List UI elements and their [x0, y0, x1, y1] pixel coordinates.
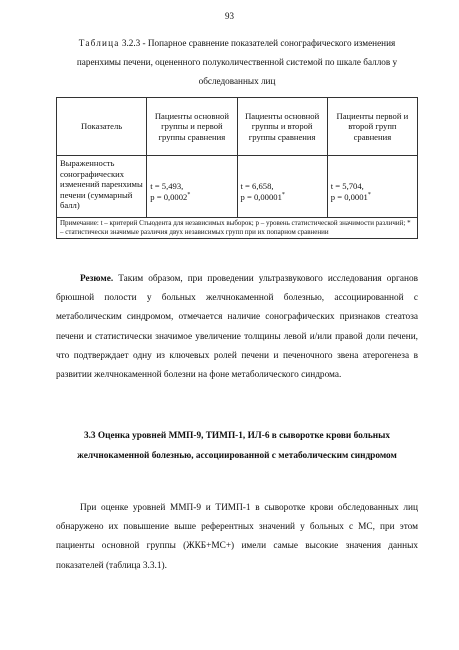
table-caption-number: 3.2.3: [121, 38, 141, 48]
p-value: p = 0,0002: [150, 191, 188, 202]
page-number: 93: [225, 11, 234, 21]
cell-main-vs-second: [237, 156, 327, 218]
table-caption: [56, 34, 418, 91]
resume-text: Таким образом, при проведении ультразвукового исследования органов брюшной полости у больных желчнокаменной болезнью, ассоциированной с метаболическим синдромом, отмечается наличие сонографических признаков стеатоза печени и статистически значимое увеличение толщины левой и/или правой доли печени, что подтверждает одну из ключевых ролей печени и печеночного звена атерогенеза в развитии желчнокаменной болезни на фоне метаболического синдрома.: [56, 274, 418, 381]
header-first-vs-second: Пациенты первой и второй групп сравнения: [327, 98, 417, 156]
significance-mark: *: [187, 191, 191, 198]
significance-mark: *: [367, 191, 371, 198]
p-value-line: [331, 192, 414, 203]
resume-paragraph: [56, 270, 418, 385]
header-main-vs-first: Пациенты основной группы и первой группы сравнения: [147, 98, 237, 156]
comparison-table: [56, 97, 418, 239]
p-value-line: [150, 192, 233, 203]
header-main-vs-second: Пациенты основной группы и второй группы сравнения: [237, 98, 327, 156]
conclusion-text: При оценке уровней ММП-9 и ТИМП-1 в сыворотке крови обследованных лиц обнаружено их повышение выше референтных значений у больных с МС, при этом пациенты основной группы (ЖКБ+МС+) имели самые высокие значения данных показателей (таблица 3.3.1).: [56, 503, 418, 571]
table-caption-text: - Попарное сравнение показателей сонографического изменения паренхимы печени, оцененного полуколичественной системой по шкале баллов у обследованных лиц: [76, 38, 398, 86]
table-note-row: [57, 218, 418, 239]
table-header-row: [57, 98, 418, 156]
significance-mark: *: [281, 191, 285, 198]
resume-lead: Резюме.: [80, 274, 114, 284]
cell-first-vs-second: [327, 156, 417, 218]
t-value: t = 5,704,: [330, 180, 364, 191]
row-label: Выраженность сонографических изменений паренхимы печени (суммарный балл): [57, 156, 147, 218]
table-note: Примечание: t – критерий Стьюдента для независимых выборок; p – уровень статистической значимости различий; * – статистически значимые различия двух независимых групп при их попарном сравнении: [57, 218, 418, 239]
table-caption-label: Таблица: [78, 38, 120, 48]
p-value: p = 0,00001: [240, 191, 282, 202]
table-row: [57, 156, 418, 218]
t-value: t = 6,658,: [240, 180, 274, 191]
section-heading: 3.3 Оценка уровней ММП-9, ТИМП-1, ИЛ-6 в сыворотке крови больных желчнокаменной болезнью, ассоциированной с метаболическим синдромом: [77, 431, 397, 461]
p-value: p = 0,0001: [330, 191, 368, 202]
conclusion-paragraph: [56, 499, 418, 576]
p-value-line: [241, 192, 324, 203]
t-value: t = 5,493,: [150, 180, 184, 191]
header-indicator: Показатель: [57, 98, 147, 156]
cell-main-vs-first: [147, 156, 237, 218]
